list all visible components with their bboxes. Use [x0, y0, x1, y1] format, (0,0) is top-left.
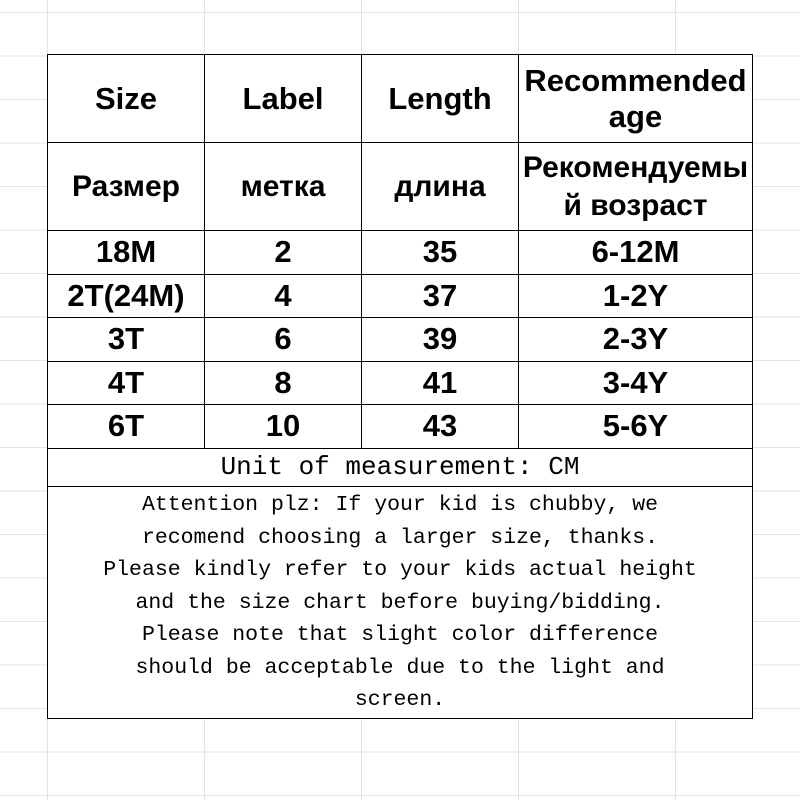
header-recommended-age: Recommended age	[519, 55, 753, 143]
label-cell: 6	[205, 318, 362, 362]
size-cell: 6T	[48, 405, 205, 449]
header-size: Size	[48, 55, 205, 143]
length-cell: 43	[362, 405, 519, 449]
label-cell: 2	[205, 231, 362, 275]
length-cell: 35	[362, 231, 519, 275]
table-row	[48, 318, 753, 362]
age-cell: 2-3Y	[519, 318, 753, 362]
length-cell: 37	[362, 274, 519, 318]
size-cell: 18M	[48, 231, 205, 275]
table-row	[48, 231, 753, 275]
size-chart-table	[47, 54, 753, 719]
header-razmer: Размер	[48, 143, 205, 231]
age-cell: 3-4Y	[519, 361, 753, 405]
header-metka: метка	[205, 143, 362, 231]
age-cell: 1-2Y	[519, 274, 753, 318]
size-cell: 2T(24M)	[48, 274, 205, 318]
attention-line: recomend choosing a larger size, thanks.	[141, 525, 659, 550]
header-label: Label	[205, 55, 362, 143]
size-cell: 4T	[48, 361, 205, 405]
attention-line: Attention plz: If your kid is chubby, we	[141, 493, 659, 518]
age-cell: 5-6Y	[519, 405, 753, 449]
header-row-russian	[48, 143, 753, 231]
label-cell: 10	[205, 405, 362, 449]
label-cell: 8	[205, 361, 362, 405]
header-dlina: длина	[362, 143, 519, 231]
length-cell: 39	[362, 318, 519, 362]
table-row	[48, 405, 753, 449]
attention-line: and the size chart before buying/bidding.	[135, 590, 665, 615]
label-cell: 4	[205, 274, 362, 318]
header-length: Length	[362, 55, 519, 143]
unit-of-measurement-note: Unit of measurement: CM	[48, 448, 753, 486]
attention-note	[48, 486, 753, 718]
table-row	[48, 361, 753, 405]
attention-line: should be acceptable due to the light and	[135, 655, 665, 680]
header-row-english	[48, 55, 753, 143]
length-cell: 41	[362, 361, 519, 405]
age-cell: 6-12M	[519, 231, 753, 275]
unit-row	[48, 448, 753, 486]
attention-row	[48, 486, 753, 718]
attention-line: Please note that slight color difference	[141, 623, 659, 648]
attention-line: Please kindly refer to your kids actual height	[103, 558, 697, 583]
header-rekomenduemyi-vozrast: Рекомендуемый возраст	[519, 143, 753, 231]
attention-line: screen.	[354, 688, 446, 713]
table-row	[48, 274, 753, 318]
size-cell: 3T	[48, 318, 205, 362]
